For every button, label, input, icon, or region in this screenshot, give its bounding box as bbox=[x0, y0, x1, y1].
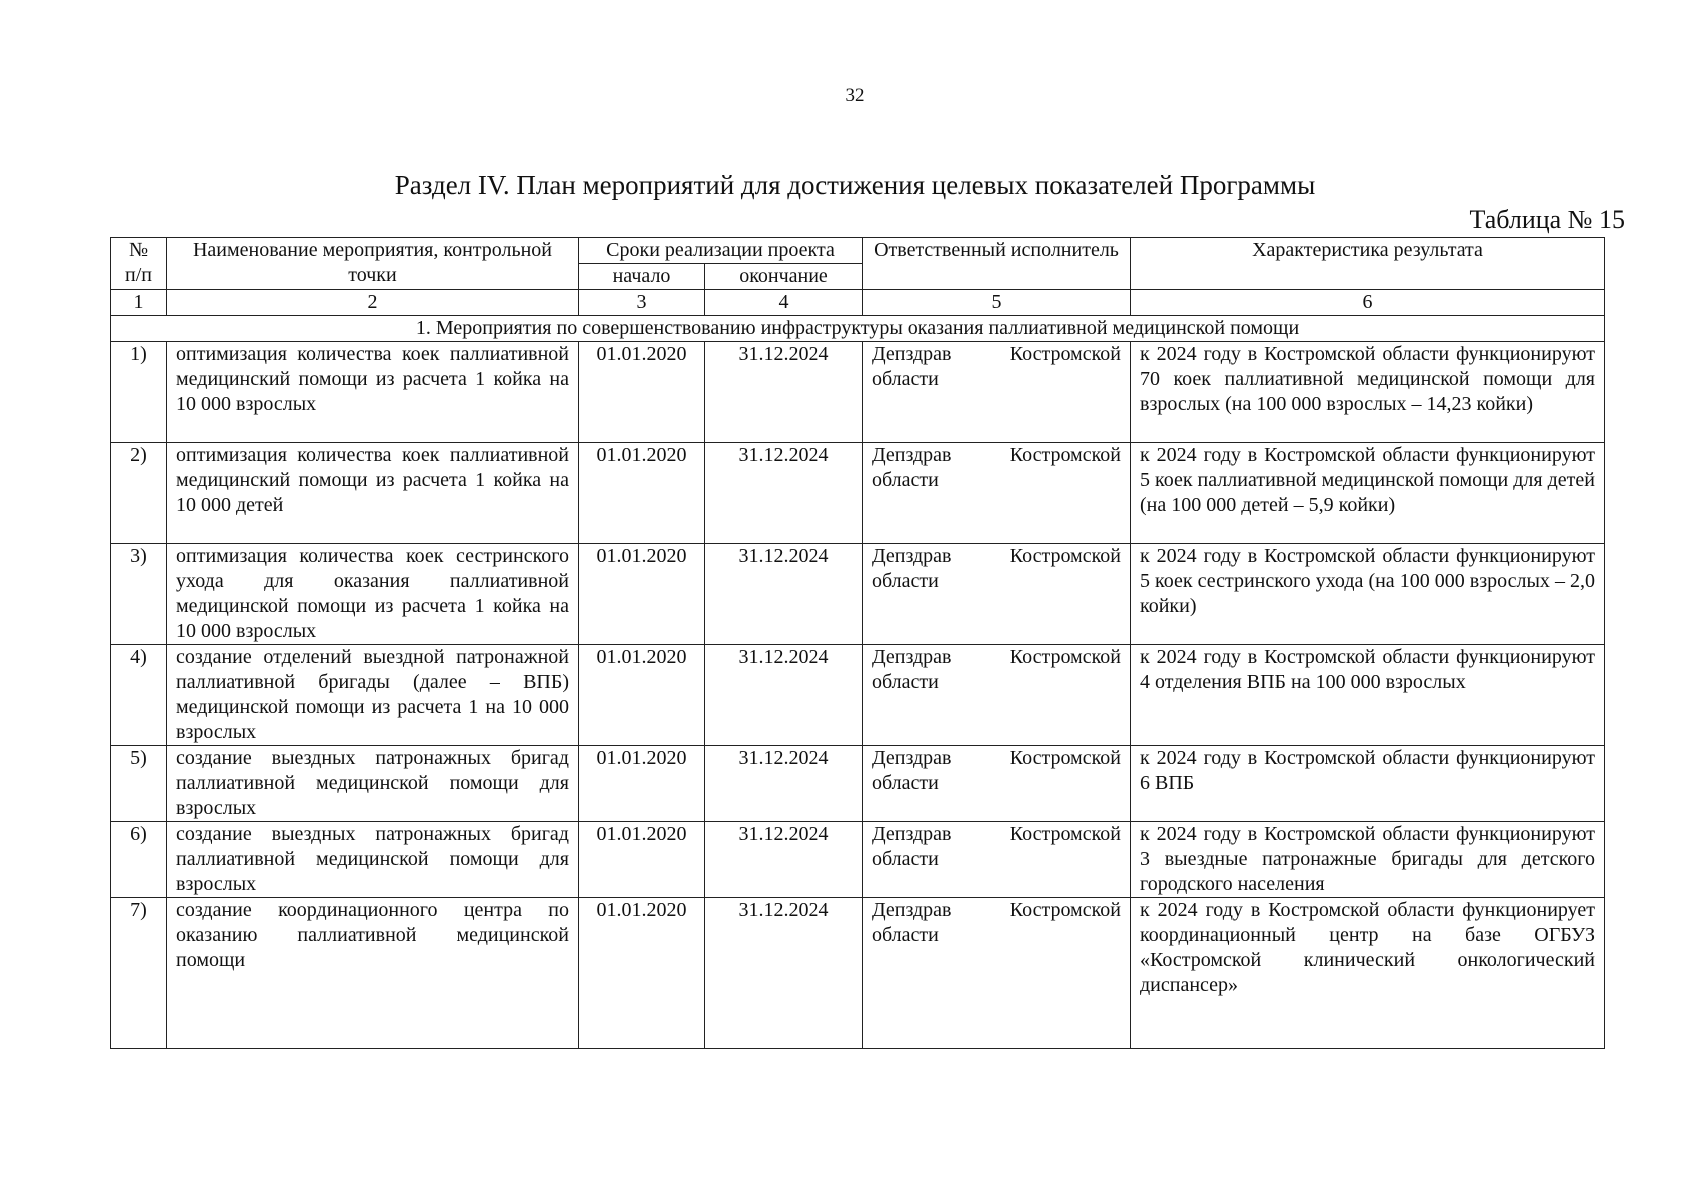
table-row bbox=[111, 746, 1605, 822]
row-end: 31.12.2024 bbox=[705, 342, 863, 443]
executor-part: Депздрав bbox=[872, 823, 952, 845]
column-index: 5 bbox=[863, 290, 1131, 316]
row-start: 01.01.2020 bbox=[579, 443, 705, 544]
table-caption: Таблица № 15 bbox=[1469, 205, 1625, 234]
header-num: № п/п bbox=[111, 238, 167, 290]
row-name: создание координационного центра по оказанию паллиативной медицинской помощи bbox=[167, 898, 579, 1049]
row-num: 1) bbox=[111, 342, 167, 443]
row-start: 01.01.2020 bbox=[579, 746, 705, 822]
header-period: Сроки реализации проекта bbox=[579, 238, 863, 264]
executor-part: Депздрав bbox=[872, 646, 952, 668]
executor-part: Депздрав bbox=[872, 747, 952, 769]
row-name: создание выездных патронажных бригад паллиативной медицинской помощи для взрослых bbox=[167, 822, 579, 898]
column-index: 6 bbox=[1131, 290, 1605, 316]
executor-part: области bbox=[872, 469, 939, 491]
row-executor bbox=[863, 645, 1131, 746]
row-num: 6) bbox=[111, 822, 167, 898]
table-row bbox=[111, 822, 1605, 898]
row-result: к 2024 году в Костромской области функционирует координационный центр на базе ОГБУЗ «Костромской клинический онкологический диспансер» bbox=[1131, 898, 1605, 1049]
row-result: к 2024 году в Костромской области функционируют 6 ВПБ bbox=[1131, 746, 1605, 822]
row-start: 01.01.2020 bbox=[579, 822, 705, 898]
executor-part: Костромской bbox=[1009, 747, 1121, 769]
executor-part: области bbox=[872, 671, 939, 693]
row-name: оптимизация количества коек сестринского ухода для оказания паллиативной медицинской помощи из расчета 1 койка на 10 000 взрослых bbox=[167, 544, 579, 645]
table-row bbox=[111, 898, 1605, 1049]
row-executor bbox=[863, 544, 1131, 645]
row-num: 2) bbox=[111, 443, 167, 544]
header-result: Характеристика результата bbox=[1131, 238, 1605, 290]
executor-part: Депздрав bbox=[872, 899, 952, 921]
executor-part: Костромской bbox=[1009, 444, 1121, 466]
row-start: 01.01.2020 bbox=[579, 544, 705, 645]
table-row bbox=[111, 443, 1605, 544]
row-end: 31.12.2024 bbox=[705, 645, 863, 746]
executor-part: области bbox=[872, 570, 939, 592]
row-result: к 2024 году в Костромской области функционируют 5 коек сестринского ухода (на 100 000 взрослых – 2,0 койки) bbox=[1131, 544, 1605, 645]
executor-part: Костромской bbox=[1009, 823, 1121, 845]
executor-part: области bbox=[872, 772, 939, 794]
row-executor bbox=[863, 746, 1131, 822]
executor-part: области bbox=[872, 848, 939, 870]
row-end: 31.12.2024 bbox=[705, 443, 863, 544]
header-row bbox=[111, 238, 1605, 264]
row-result: к 2024 году в Костромской области функционируют 4 отделения ВПБ на 100 000 взрослых bbox=[1131, 645, 1605, 746]
section-row-label: 1. Мероприятия по совершенствованию инфраструктуры оказания паллиативной медицинской помощи bbox=[111, 316, 1605, 342]
row-executor bbox=[863, 822, 1131, 898]
row-executor bbox=[863, 342, 1131, 443]
table-row bbox=[111, 544, 1605, 645]
executor-part: Костромской bbox=[1009, 545, 1121, 567]
column-index: 1 bbox=[111, 290, 167, 316]
row-name: оптимизация количества коек паллиативной медицинский помощи из расчета 1 койка на 10 000 детей bbox=[167, 443, 579, 544]
page-number: 32 bbox=[845, 85, 865, 106]
executor-part: Костромской bbox=[1009, 343, 1121, 365]
row-end: 31.12.2024 bbox=[705, 898, 863, 1049]
row-result: к 2024 году в Костромской области функционируют 5 коек паллиативной медицинской помощи для детей (на 100 000 детей – 5,9 койки) bbox=[1131, 443, 1605, 544]
header-start: начало bbox=[579, 264, 705, 290]
row-end: 31.12.2024 bbox=[705, 544, 863, 645]
executor-part: Депздрав bbox=[872, 545, 952, 567]
executor-part: области bbox=[872, 924, 939, 946]
row-start: 01.01.2020 bbox=[579, 645, 705, 746]
header-name: Наименование мероприятия, контрольной точки bbox=[167, 238, 579, 290]
row-name: оптимизация количества коек паллиативной медицинский помощи из расчета 1 койка на 10 000 взрослых bbox=[167, 342, 579, 443]
table-row bbox=[111, 645, 1605, 746]
executor-part: Депздрав bbox=[872, 444, 952, 466]
row-num: 4) bbox=[111, 645, 167, 746]
executor-part: Депздрав bbox=[872, 343, 952, 365]
row-end: 31.12.2024 bbox=[705, 822, 863, 898]
executor-part: области bbox=[872, 368, 939, 390]
row-num: 5) bbox=[111, 746, 167, 822]
activity-plan-table bbox=[110, 237, 1605, 1049]
column-index: 2 bbox=[167, 290, 579, 316]
executor-part: Костромской bbox=[1009, 646, 1121, 668]
header-end: окончание bbox=[705, 264, 863, 290]
row-name: создание отделений выездной патронажной паллиативной бригады (далее – ВПБ) медицинской помощи из расчета 1 на 10 000 взрослых bbox=[167, 645, 579, 746]
row-result: к 2024 году в Костромской области функционируют 3 выездные патронажные бригады для детского городского населения bbox=[1131, 822, 1605, 898]
table-row bbox=[111, 342, 1605, 443]
column-index: 4 bbox=[705, 290, 863, 316]
row-executor bbox=[863, 443, 1131, 544]
row-end: 31.12.2024 bbox=[705, 746, 863, 822]
executor-part: Костромской bbox=[1009, 899, 1121, 921]
row-num: 7) bbox=[111, 898, 167, 1049]
header-executor: Ответственный исполнитель bbox=[863, 238, 1131, 290]
row-result: к 2024 году в Костромской области функционируют 70 коек паллиативной медицинской помощи для взрослых (на 100 000 взрослых – 14,23 койки) bbox=[1131, 342, 1605, 443]
row-executor bbox=[863, 898, 1131, 1049]
row-start: 01.01.2020 bbox=[579, 898, 705, 1049]
column-index-row bbox=[111, 290, 1605, 316]
section-row bbox=[111, 316, 1605, 342]
column-index: 3 bbox=[579, 290, 705, 316]
row-start: 01.01.2020 bbox=[579, 342, 705, 443]
section-title: Раздел IV. План мероприятий для достижения целевых показателей Программы bbox=[394, 170, 1316, 200]
row-name: создание выездных патронажных бригад паллиативной медицинской помощи для взрослых bbox=[167, 746, 579, 822]
row-num: 3) bbox=[111, 544, 167, 645]
